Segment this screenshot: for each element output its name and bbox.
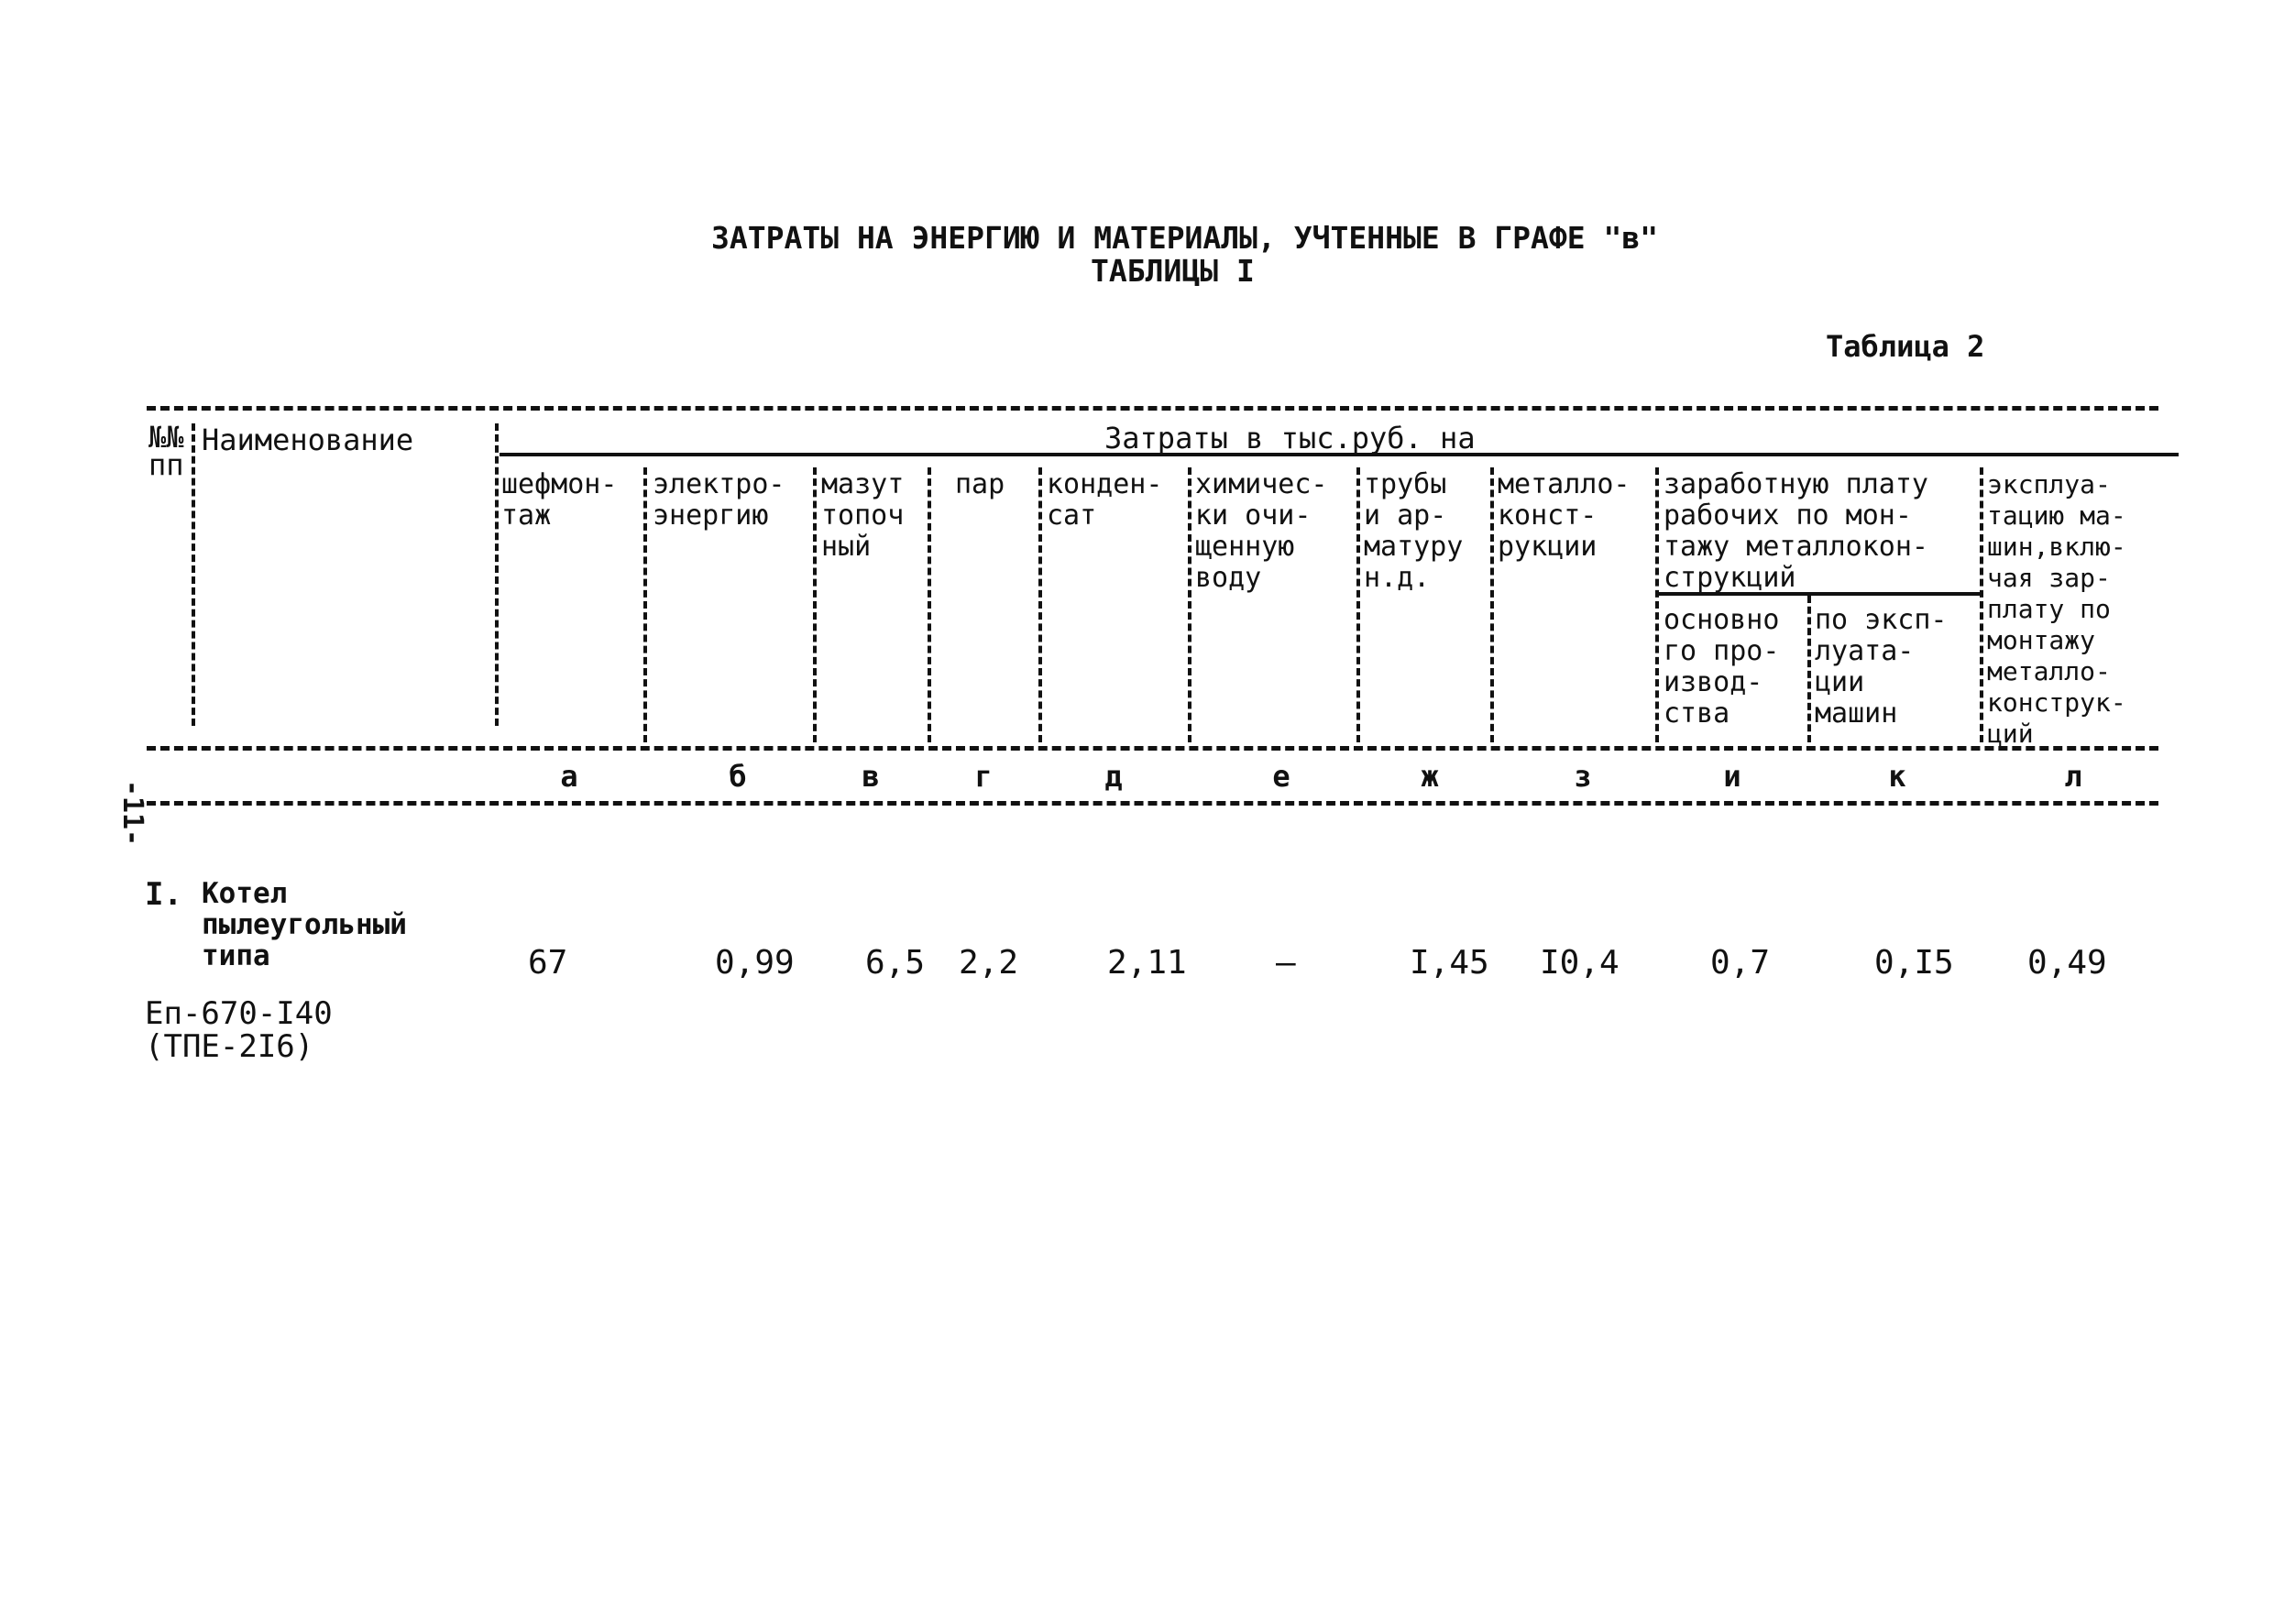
- col-letter-c: в: [862, 759, 880, 794]
- header-col-i: основно го про- извод- ства: [1664, 604, 1780, 730]
- col-sep-num: [192, 423, 195, 726]
- cell-a: 67: [528, 944, 568, 982]
- rule-header-bottom: [147, 746, 2158, 751]
- col-letter-i: и: [1723, 759, 1741, 794]
- rule-letters-bottom: [147, 801, 2158, 806]
- header-col-c: мазут топоч ный: [821, 468, 905, 563]
- col-sep-f: [1356, 467, 1360, 742]
- col-sep-name: [495, 423, 499, 726]
- cell-d: 2,2: [959, 944, 1019, 982]
- header-col-d: пар: [955, 468, 1005, 500]
- col-sep-c: [928, 467, 931, 742]
- col-sep-b: [813, 467, 817, 742]
- cell-b: 0,99: [715, 944, 795, 982]
- document-title: ЗАТРАТЫ НА ЭНЕРГИЮ И МАТЕРИАЛЫ, УЧТЕННЫЕ В ГРАФЕ "в": [711, 220, 1659, 256]
- col-letter-b: б: [729, 759, 747, 794]
- row-number: I.: [145, 876, 182, 913]
- cell-i: 0,7: [1710, 944, 1771, 982]
- header-col-f: химичес- ки очи- щенную воду: [1195, 468, 1328, 594]
- col-sep-e: [1188, 467, 1191, 742]
- cell-k: 0,I5: [1874, 944, 1954, 982]
- header-col-h: металло- конст- рукции: [1498, 468, 1631, 563]
- col-letter-h: з: [1574, 759, 1592, 794]
- row-name: Котел пылеугольный типа: [202, 877, 407, 972]
- cell-l: 0,49: [2027, 944, 2107, 982]
- cell-e: 2,11: [1107, 944, 1187, 982]
- col-sep-i: [1807, 596, 1811, 742]
- header-col-b: электро- энергию: [653, 468, 785, 532]
- cell-c: 6,5: [865, 944, 926, 982]
- header-wage-group: заработную плату рабочих по мон- тажу металлокон- струкций: [1664, 468, 1928, 594]
- col-letter-a: а: [560, 759, 578, 794]
- col-letter-e: д: [1104, 759, 1123, 794]
- col-letter-l: л: [2064, 759, 2082, 794]
- cell-f: –: [1276, 944, 1296, 982]
- col-letter-d: г: [974, 759, 993, 794]
- cell-h: I0,4: [1540, 944, 1620, 982]
- cell-g: I,45: [1410, 944, 1489, 982]
- header-col-e: конден- сат: [1047, 468, 1163, 532]
- document-subtitle: ТАБЛИЦЫ I: [1091, 253, 1255, 289]
- col-sep-h: [1655, 467, 1659, 742]
- margin-mark: -11-: [116, 779, 149, 847]
- col-sep-a: [643, 467, 647, 742]
- header-col-l: эксплуа- тацию ма- шин,вклю- чая зар- плату по монтажу металло- конструк- ций: [1987, 469, 2126, 749]
- col-letter-g: ж: [1421, 759, 1439, 794]
- header-name-col: Наименование: [202, 422, 414, 457]
- header-col-k: по эксп- луата- ции машин: [1815, 604, 1948, 730]
- rule-top: [147, 406, 2158, 411]
- col-sep-g: [1490, 467, 1494, 742]
- header-col-a: шефмон- таж: [501, 468, 618, 532]
- col-letter-f: е: [1272, 759, 1290, 794]
- header-group: Затраты в тыс.руб. на: [1104, 421, 1476, 455]
- row-model: Еп-670-I40 (ТПЕ-2I6): [145, 995, 333, 1065]
- header-col-g: трубы и ар- матуру н.д.: [1364, 468, 1464, 594]
- col-sep-d: [1038, 467, 1042, 742]
- table-label: Таблица 2: [1826, 329, 1985, 364]
- col-letter-k: к: [1888, 759, 1906, 794]
- col-sep-k: [1980, 467, 1983, 742]
- header-num-col: №№ пп: [148, 420, 184, 482]
